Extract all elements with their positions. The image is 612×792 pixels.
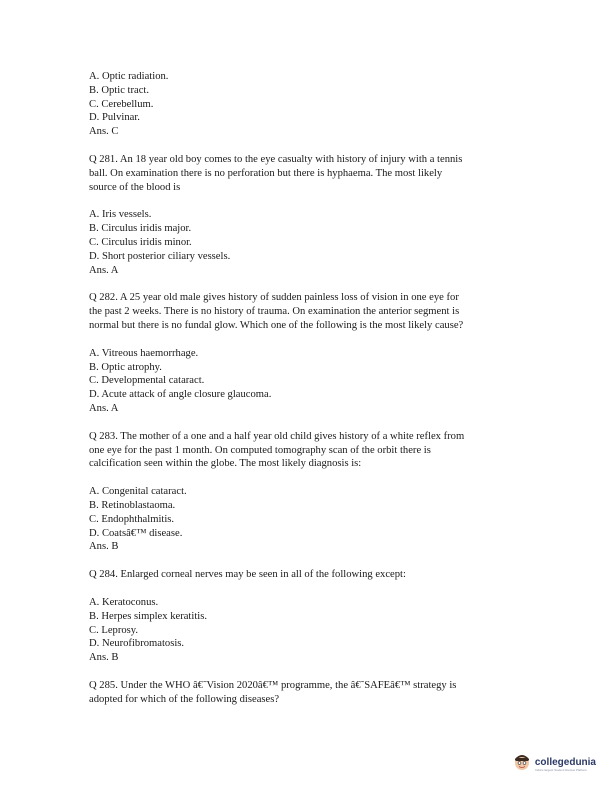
question-284-options (89, 596, 529, 665)
option-a: A. Optic radiation. (89, 71, 169, 82)
logo-text (535, 758, 596, 772)
question-281-options (89, 208, 529, 277)
collegedunia-logo[interactable] (513, 753, 596, 776)
option-d: D. Acute attack of angle closure glaucoma. (89, 389, 272, 401)
option-a: A. Keratoconus. (89, 596, 159, 608)
question-line: Q 284. Enlarged corneal nerves may be seen in all of the following except: (89, 569, 406, 581)
option-c: C. Endophthalmitis. (89, 513, 175, 525)
prev-question-block (89, 70, 529, 139)
question-line: the past 2 weeks. There is no history of trauma. On examination the anterior segment is (89, 306, 460, 318)
question-283-text (89, 430, 529, 471)
option-b: B. Herpes simplex keratitis. (89, 610, 207, 622)
option-b: B. Circulus iridis major. (89, 223, 192, 235)
answer: Ans. B (89, 652, 119, 664)
option-d: D. Neurofibromatosis. (89, 638, 185, 650)
question-line: normal but there is no fundal glow. Which one of the following is the most likely cause? (89, 319, 464, 331)
question-line: ball. On examination there is no perforation but there is hyphaema. The most likely (89, 167, 443, 179)
question-line: calcification seen within the globe. The most likely diagnosis is: (89, 458, 362, 470)
question-line: Q 283. The mother of a one and a half year old child gives history of a white reflex from (89, 430, 465, 442)
option-c: C. Circulus iridis minor. (89, 236, 192, 248)
option-c: C. Leprosy. (89, 624, 139, 636)
option-d: D. Short posterior ciliary vessels. (89, 250, 231, 262)
answer: Ans. C (89, 126, 119, 138)
option-b: B. Optic tract. (89, 84, 150, 96)
question-282-text (89, 291, 529, 332)
option-c: C. Developmental cataract. (89, 375, 205, 387)
question-284-text (89, 568, 529, 582)
option-a: A. Iris vessels. (89, 209, 152, 221)
option-c: C. Cerebellum. (89, 98, 154, 110)
document-page (89, 70, 529, 720)
answer: Ans. B (89, 541, 119, 553)
question-line: one eye for the past 1 month. On computed tomography scan of the orbit there is (89, 444, 431, 456)
question-line: Q 285. Under the WHO â€˜Vision 2020â€™ programme, the â€˜SAFEâ€™ strategy is (89, 679, 457, 691)
question-285-text (89, 679, 529, 707)
student-avatar-icon (513, 753, 531, 776)
option-d: D. Pulvinar. (89, 112, 140, 124)
answer: Ans. A (89, 264, 119, 276)
answer: Ans. A (89, 402, 119, 414)
option-b: B. Retinoblastaoma. (89, 499, 176, 511)
logo-tagline: India's largest Student Review Platform (534, 767, 588, 772)
question-line: source of the blood is (89, 181, 181, 193)
question-line: adopted for which of the following diseases? (89, 693, 280, 705)
question-283-options (89, 485, 529, 554)
option-d: D. Coatsâ€™ disease. (89, 527, 183, 539)
logo-name: collegedunia (534, 756, 596, 768)
question-line: Q 282. A 25 year old male gives history of sudden painless loss of vision in one eye for (89, 292, 459, 304)
question-line: Q 281. An 18 year old boy comes to the eye casualty with history of injury with a tennis (89, 153, 463, 165)
option-a: A. Congenital cataract. (89, 486, 187, 498)
option-a: A. Vitreous haemorrhage. (89, 347, 199, 359)
question-281-text (89, 153, 529, 194)
option-b: B. Optic atrophy. (89, 361, 162, 373)
question-282-options (89, 347, 529, 416)
